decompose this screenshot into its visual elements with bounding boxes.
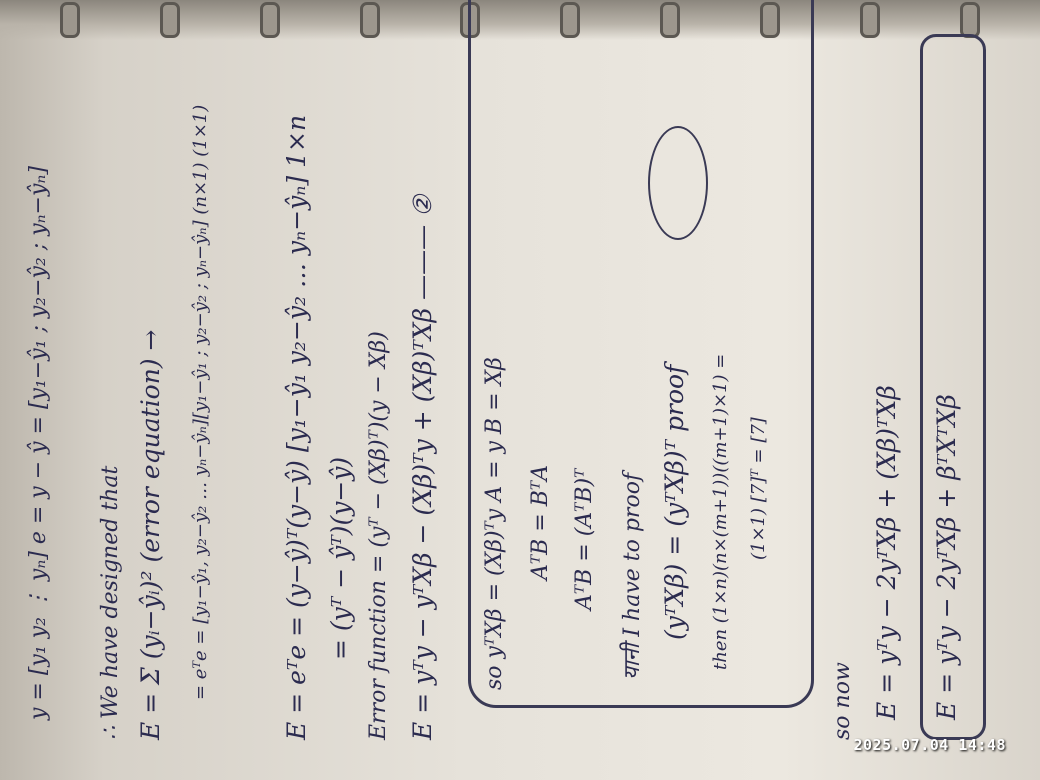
note-line-designed: ∴ We have designed that [98, 465, 123, 740]
note-line-ete-matrix: = eᵀe = [y₁−ŷ₁, y₂−ŷ₂ … yₙ−ŷₙ][y₁−ŷ₁ ; y₂−ŷ₂ ; yₙ−ŷₙ] (n×1) (1×1) [190, 104, 211, 700]
photo-timestamp: 2025.07.04 14:48 [853, 736, 1006, 754]
note-line-proof-statement: (yᵀXβ) = (yᵀXβ)ᵀ proof [660, 364, 689, 640]
note-line-result-final: E = yᵀy − 2yᵀXβ + βᵀXᵀXβ [932, 394, 961, 720]
note-line-error-function: Error function = (yᵀ − (Xβ)ᵀ)(y − Xβ) [366, 331, 391, 740]
note-line-error-sum: E = Σ (yᵢ−ŷᵢ)² (error equation) → [136, 329, 165, 740]
note-line-e-expand: E = eᵀe = (y−ŷ)ᵀ(y−ŷ) [y₁−ŷ₁ y₂−ŷ₂ … yₙ−ŷₙ] 1×n [282, 114, 311, 740]
note-line-transpose: = (yᵀ − ŷᵀ)(y−ŷ) [326, 456, 355, 660]
note-line-so: so yᵀXβ = (Xβ)ᵀy A = y B = Xβ [482, 357, 507, 690]
note-line-dimensions: then (1×n)(n×(m+1))((m+1)×1) = [710, 353, 731, 670]
note-line-full-expansion: E = yᵀy − yᵀXβ − (Xβ)ᵀy + (Xβ)ᵀXβ ——— ② [408, 194, 437, 740]
note-line-result-1: E = yᵀy − 2yᵀXβ + (Xβ)ᵀXβ [872, 385, 901, 720]
proof-circle [648, 126, 708, 240]
note-line-atb-transpose: AᵀB = (AᵀB)ᵀ [572, 468, 597, 610]
note-line-vectors: y = [y₁ y₂ ⋮ yₙ] e = y − ŷ = [y₁−ŷ₁ ; y₂−ŷ₂ ; yₙ−ŷₙ] [26, 166, 51, 720]
handwritten-page [20, 20, 1020, 760]
note-line-scalar: (1×1) [7]ᵀ = [7] [748, 417, 769, 560]
note-line-so-now: so now [830, 662, 855, 740]
note-line-atb: AᵀB = BᵀA [528, 464, 553, 580]
note-line-have-to-proof: यानी I have to proof [620, 472, 645, 680]
